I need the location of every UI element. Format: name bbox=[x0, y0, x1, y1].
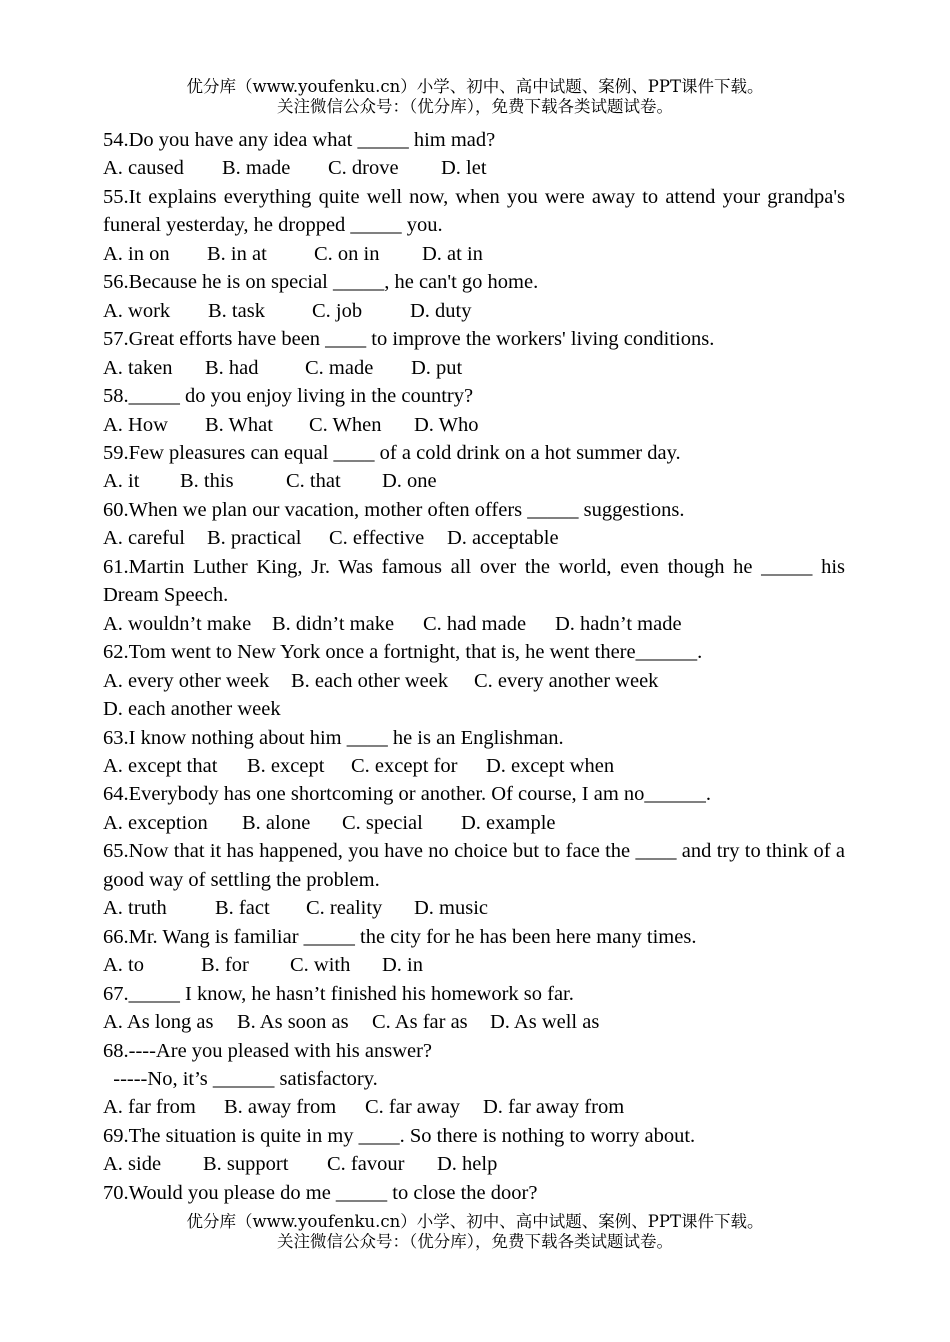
option-b: B. What bbox=[205, 413, 273, 436]
question-stem: 68.----Are you pleased with his answer? bbox=[103, 1039, 433, 1062]
question-list bbox=[103, 126, 845, 1207]
option-row bbox=[103, 752, 845, 780]
option-a: A. As long as bbox=[103, 1011, 214, 1034]
header-line-1: 优分库（www.youfenku.cn）小学、初中、高中试题、案例、PPT课件下载。 bbox=[186, 77, 764, 96]
option-b: B. each other week bbox=[291, 669, 449, 692]
option-c: C. with bbox=[290, 954, 351, 977]
option-c: C. on in bbox=[314, 242, 380, 265]
option-a: A. wouldn’t make bbox=[103, 612, 252, 635]
option-d: D. acceptable bbox=[447, 527, 559, 550]
option-c: C. that bbox=[286, 470, 341, 493]
option-c: C. far away bbox=[365, 1096, 461, 1119]
option-d: D. help bbox=[437, 1153, 498, 1176]
option-d: D. hadn’t made bbox=[555, 612, 682, 635]
option-c: C. except for bbox=[351, 754, 458, 777]
option-c: C. every another week bbox=[474, 669, 659, 692]
option-a: A. to bbox=[103, 954, 144, 977]
option-c: C. When bbox=[309, 413, 382, 436]
option-b: B. didn’t make bbox=[272, 612, 395, 635]
option-row bbox=[103, 610, 845, 638]
option-d: D. music bbox=[414, 897, 489, 920]
option-b: B. had bbox=[205, 356, 259, 379]
option-d: D. far away from bbox=[483, 1096, 625, 1119]
question-stem: 56.Because he is on special _____, he can't go home. bbox=[103, 271, 539, 294]
question-stem: 65.Now that it has happened, you have no choice but to face the ____ and try to think of a good way of settling the problem. bbox=[103, 840, 845, 891]
question-stem: 67._____ I know, he hasn’t finished his homework so far. bbox=[103, 982, 574, 1005]
option-a: A. careful bbox=[103, 527, 185, 550]
option-a: A. it bbox=[103, 470, 140, 493]
option-row bbox=[103, 411, 845, 439]
question-stem: 69.The situation is quite in my ____. So there is nothing to worry about. bbox=[103, 1124, 696, 1147]
option-b: B. except bbox=[247, 754, 325, 777]
option-b: B. for bbox=[201, 954, 249, 977]
option-c: C. reality bbox=[306, 897, 383, 920]
question-stem: 55.It explains everything quite well now, when you were away to attend your grandpa's funeral yesterday, he dropped _____ you. bbox=[103, 185, 845, 237]
option-row bbox=[103, 524, 845, 552]
option-b: B. support bbox=[203, 1153, 289, 1176]
option-row bbox=[103, 154, 845, 182]
option-row bbox=[103, 1008, 845, 1036]
option-b: B. alone bbox=[242, 811, 311, 834]
option-c: C. special bbox=[342, 811, 423, 834]
option-b: B. in at bbox=[207, 242, 267, 265]
option-a: A. far from bbox=[103, 1096, 196, 1119]
option-b: B. fact bbox=[215, 897, 270, 920]
option-row bbox=[103, 1093, 845, 1121]
header-line-2: 关注微信公众号：（优分库），免费下载各类试题试卷。 bbox=[277, 97, 673, 116]
option-row bbox=[103, 354, 845, 382]
option-row bbox=[103, 297, 845, 325]
question-stem: 62.Tom went to New York once a fortnight, that is, he went there______. bbox=[103, 641, 703, 664]
option-a: A. caused bbox=[103, 157, 184, 180]
option-c: C. had made bbox=[423, 612, 527, 635]
question-stem: 60.When we plan our vacation, mother often offers _____ suggestions. bbox=[103, 498, 685, 521]
question-stem: 63.I know nothing about him ____ he is an Englishman. bbox=[103, 726, 564, 749]
option-c: C. effective bbox=[329, 527, 425, 550]
question-stem: 58._____ do you enjoy living in the country? bbox=[103, 385, 474, 408]
option-a: A. How bbox=[103, 413, 168, 436]
page-footer bbox=[0, 1212, 950, 1252]
option-d: D. except when bbox=[486, 754, 615, 777]
question-stem: 57.Great efforts have been ____ to improve the workers' living conditions. bbox=[103, 328, 715, 351]
option-b: B. this bbox=[180, 470, 234, 493]
option-d: D. at in bbox=[422, 242, 483, 265]
question-stem: 70.Would you please do me _____ to close the door? bbox=[103, 1181, 538, 1204]
option-a: A. every other week bbox=[103, 669, 270, 692]
option-b: B. away from bbox=[224, 1096, 337, 1119]
question-stem-reply: -----No, it’s ______ satisfactory. bbox=[103, 1067, 378, 1090]
option-row bbox=[103, 809, 845, 837]
option-row bbox=[103, 894, 845, 922]
option-c: C. As far as bbox=[372, 1011, 468, 1034]
footer-line-2: 关注微信公众号：（优分库），免费下载各类试题试卷。 bbox=[277, 1232, 673, 1251]
option-d: D. one bbox=[382, 470, 437, 493]
option-c: C. job bbox=[312, 299, 363, 322]
option-row bbox=[103, 240, 845, 268]
option-row bbox=[103, 951, 845, 979]
option-d: D. duty bbox=[410, 299, 472, 322]
option-a: A. taken bbox=[103, 356, 173, 379]
option-d: D. let bbox=[441, 157, 487, 180]
question-stem: 61.Martin Luther King, Jr. Was famous all over the world, even though he _____ his Dream Speech. bbox=[103, 555, 845, 607]
question-stem: 66.Mr. Wang is familiar _____ the city for he has been here many times. bbox=[103, 925, 697, 948]
option-a: A. side bbox=[103, 1153, 162, 1176]
option-a: A. in on bbox=[103, 242, 170, 265]
option-row bbox=[103, 467, 845, 495]
option-a: A. exception bbox=[103, 811, 208, 834]
footer-line-1: 优分库（www.youfenku.cn）小学、初中、高中试题、案例、PPT课件下载。 bbox=[186, 1212, 764, 1231]
option-a: A. truth bbox=[103, 897, 167, 920]
option-d: D. put bbox=[411, 356, 463, 379]
option-d: D. in bbox=[382, 954, 423, 977]
option-c: C. made bbox=[305, 356, 374, 379]
option-c: C. favour bbox=[327, 1153, 405, 1176]
question-stem: 59.Few pleasures can equal ____ of a cold drink on a hot summer day. bbox=[103, 441, 681, 464]
question-stem: 54.Do you have any idea what _____ him mad? bbox=[103, 129, 496, 151]
option-d: D. Who bbox=[414, 413, 479, 436]
option-d: D. example bbox=[461, 811, 556, 834]
option-row bbox=[103, 667, 845, 695]
option-a: A. work bbox=[103, 299, 171, 322]
option-b: B. practical bbox=[207, 527, 302, 550]
option-d: D. each another week bbox=[103, 698, 281, 721]
question-stem: 64.Everybody has one shortcoming or another. Of course, I am no______. bbox=[103, 783, 712, 806]
option-b: B. made bbox=[222, 157, 291, 180]
option-b: B. task bbox=[208, 299, 265, 322]
option-row bbox=[103, 1150, 845, 1178]
page-header bbox=[0, 77, 950, 117]
option-a: A. except that bbox=[103, 754, 218, 777]
option-b: B. As soon as bbox=[237, 1011, 349, 1034]
option-d: D. As well as bbox=[490, 1011, 600, 1034]
option-c: C. drove bbox=[328, 157, 399, 180]
